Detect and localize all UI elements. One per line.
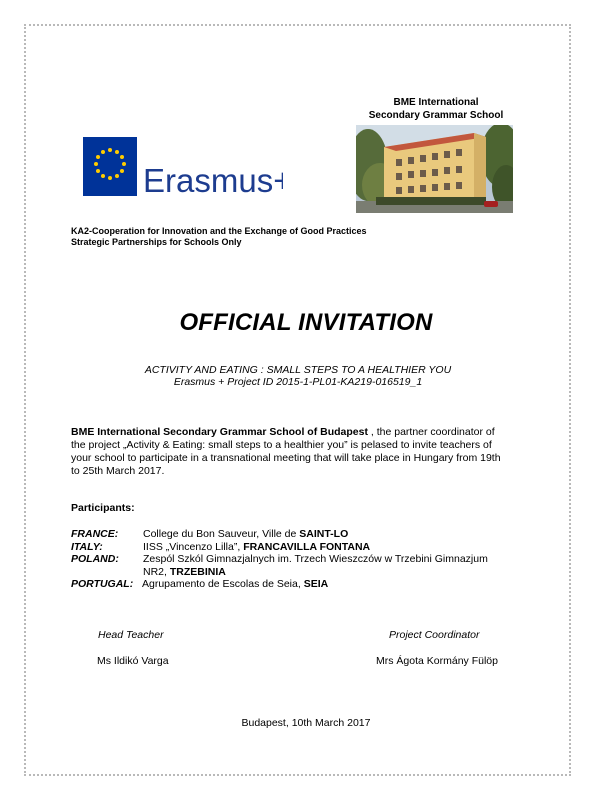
project-coordinator-title: Project Coordinator [389,629,480,641]
body-line3: your school to participate in a transnational meeting that will take place in Hungary from 19th [71,452,501,464]
head-teacher-title: Head Teacher [98,629,164,641]
body-line2: the project „Activity & Eating: small steps to a healthier you” is pelased to invite teachers of [71,439,492,451]
participant-country: ITALY: [71,540,103,553]
school-caption-line1: BME International [393,97,479,108]
participant-detail: Agrupamento de Escolas de Seia, SEIA [142,578,329,590]
project-coordinator-name: Mrs Ágota Kormány Fülöp [376,655,498,667]
body-line1 [71,426,541,439]
participant-detail: IISS „Vincenzo Lilla”, FRANCAVILLA FONTANA [143,540,371,553]
subtitle-line1: ACTIVITY AND EATING : SMALL STEPS TO A HEALTHIER YOU [144,364,452,376]
school-caption [356,96,516,122]
eu-flag-icon [83,137,137,196]
school-building-photo [356,125,513,213]
participants-heading: Participants: [71,502,135,514]
subtitle [0,364,596,388]
participant-city: FRANCAVILLA FONTANA [243,540,371,553]
head-teacher-name: Ms Ildikó Varga [97,655,169,667]
invitation-body [71,426,541,478]
page-title: OFFICIAL INVITATION [179,309,433,336]
body-line4: to 25th March 2017. [71,465,165,477]
erasmus-plus-logo [83,137,283,197]
erasmus-logo-text: Erasmus+ [143,162,283,197]
participant-city: SAINT-LO [299,528,349,540]
program-line1: KA2-Cooperation for Innovation and the Exchange of Good Practices [71,226,367,236]
subtitle-line2: Erasmus + Project ID 2015-1-PL01-KA219-016519_1 [173,376,423,388]
program-line2: Strategic Partnerships for Schools Only [71,237,242,247]
date-place: Budapest, 10th March 2017 [241,717,371,729]
participant-country: FRANCE: [71,528,119,540]
school-name: BME International Secondary Grammar School of Budapest [71,426,368,438]
participant-city: TRZEBINIA [169,565,226,578]
participant-detail: College du Bon Sauveur, Ville de SAINT-LO [143,528,349,540]
participant-city: SEIA [303,578,329,590]
participant-country: POLAND: [71,553,119,565]
participant-detail: Zespól Szkól Gimnazjalnych im. Trzech Wieszczów w Trzebini Gimnazjum [143,553,488,565]
participant-detail: NR2, TRZEBINIA [143,565,226,578]
program-lines [71,226,367,248]
body-line1-rest: , the partner coordinator of [367,426,495,438]
school-caption-line2: Secondary Grammar School [368,110,504,121]
participant-country: PORTUGAL: [71,578,134,590]
